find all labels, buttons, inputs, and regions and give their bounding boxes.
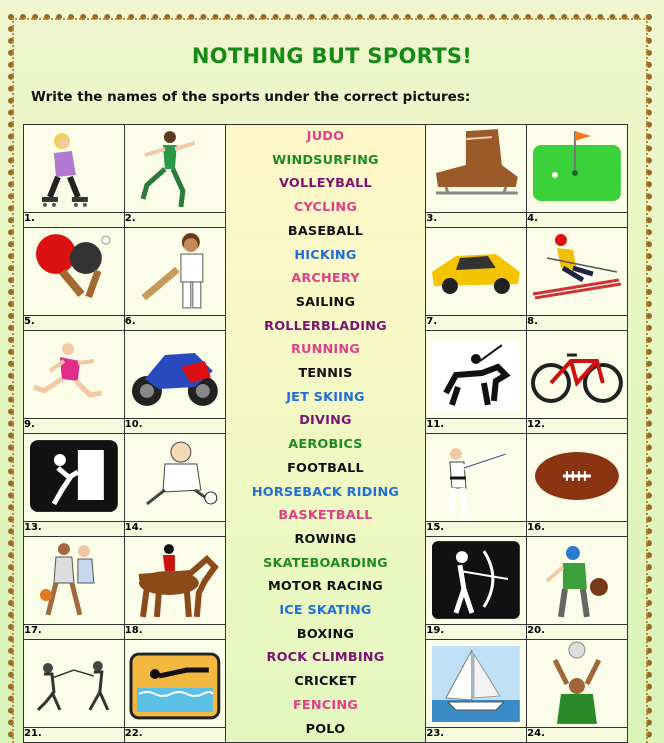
word-bank-item: BASKETBALL [278,508,373,524]
word-bank-item: RUNNING [290,342,360,358]
number-label: 12. [527,419,628,434]
horse-rider-icon [125,537,225,624]
motorbike-icon [125,331,225,418]
picture-15 [426,434,527,522]
basketball-players-icon [24,537,124,624]
number-label: 11. [426,419,527,434]
runner-woman-icon [24,331,124,418]
word-bank [225,125,426,743]
swimming-sign-icon [125,640,225,727]
word-bank-item: POLO [305,721,346,737]
picture-1 [24,125,125,213]
number-label: 18. [124,625,225,640]
word-bank-item: ROCK CLIMBING [266,650,385,666]
fencers-icon [24,640,124,727]
word-bank-item: DIVING [299,413,352,429]
cricket-player-icon [125,228,225,315]
sports-grid [23,124,628,743]
polo-rider-icon [426,331,526,418]
american-football-icon [527,434,627,521]
picture-11 [426,331,527,419]
word-bank-item: TENNIS [298,366,353,382]
number-label: 3. [426,213,527,228]
picture-23 [426,640,527,728]
picture-8 [527,228,628,316]
archery-sign-icon [426,537,526,624]
number-label: 10. [124,419,225,434]
number-label: 13. [24,522,125,537]
word-bank-item: ICE SKATING [279,603,372,619]
race-car-icon [426,228,526,315]
aerobics-woman-icon [125,125,225,212]
picture-21 [24,640,125,728]
page-title: NOTHING BUT SPORTS! [191,44,473,68]
number-label: 19. [426,625,527,640]
word-bank-item: VOLLEYBALL [279,176,372,192]
word-bank-item: AEROBICS [288,437,363,453]
picture-19 [426,537,527,625]
number-label: 9. [24,419,125,434]
picture-24 [527,640,628,728]
word-bank-item: ROWING [294,531,357,547]
word-bank-item: SAILING [295,294,356,310]
picture-22 [124,640,225,728]
picture-6 [124,228,225,316]
golf-flag-icon [527,125,627,212]
volleyball-player-icon [527,640,627,727]
number-label: 23. [426,728,527,743]
word-bank-item: BOXING [296,626,355,642]
rollerblading-girl-icon [24,125,124,212]
table-tennis-paddle-icon [24,228,124,315]
picture-13 [24,434,125,522]
climbing-sign-icon [24,434,124,521]
picture-20 [527,537,628,625]
number-label: 17. [24,625,125,640]
word-bank-item: BASEBALL [287,223,364,239]
sailboat-icon [426,640,526,727]
picture-3 [426,125,527,213]
number-label: 1. [24,213,125,228]
word-bank-item: WINDSURFING [272,152,379,168]
number-label: 20. [527,625,628,640]
picture-7 [426,228,527,316]
word-bank-item: ROLLERBLADING [264,318,387,334]
word-bank-item: FENCING [292,697,358,713]
number-label: 6. [124,316,225,331]
skier-icon [527,228,627,315]
picture-17 [24,537,125,625]
word-bank-item: JET SKIING [286,389,365,405]
bicycle-icon [527,331,627,418]
word-bank-item: MOTOR RACING [267,579,383,595]
number-label: 2. [124,213,225,228]
number-label: 14. [124,522,225,537]
football-cartoon-icon [125,434,225,521]
number-label: 8. [527,316,628,331]
number-label: 4. [527,213,628,228]
picture-4 [527,125,628,213]
word-bank-item: ARCHERY [291,271,360,287]
picture-10 [124,331,225,419]
number-label: 24. [527,728,628,743]
word-list [226,125,426,741]
picture-5 [24,228,125,316]
word-bank-item: CYCLING [293,200,358,216]
picture-12 [527,331,628,419]
number-label: 22. [124,728,225,743]
number-label: 16. [527,522,628,537]
word-bank-item: JUDO [306,129,345,144]
word-bank-item: HICKING [294,247,357,263]
picture-16 [527,434,628,522]
number-label: 7. [426,316,527,331]
picture-2 [124,125,225,213]
picture-9 [24,331,125,419]
number-label: 21. [24,728,125,743]
word-bank-item: HORSEBACK RIDING [251,484,400,500]
word-bank-item: FOOTBALL [287,460,364,476]
number-label: 15. [426,522,527,537]
word-bank-item: SKATEBOARDING [263,555,388,571]
word-bank-item: CRICKET [294,674,357,690]
picture-14 [124,434,225,522]
karate-kick-icon [426,434,526,521]
instruction-text: Write the names of the sports under the correct pictures: [31,89,471,105]
baseball-player-icon [527,537,627,624]
number-label: 5. [24,316,125,331]
picture-18 [124,537,225,625]
ice-skate-boot-icon [426,125,526,212]
